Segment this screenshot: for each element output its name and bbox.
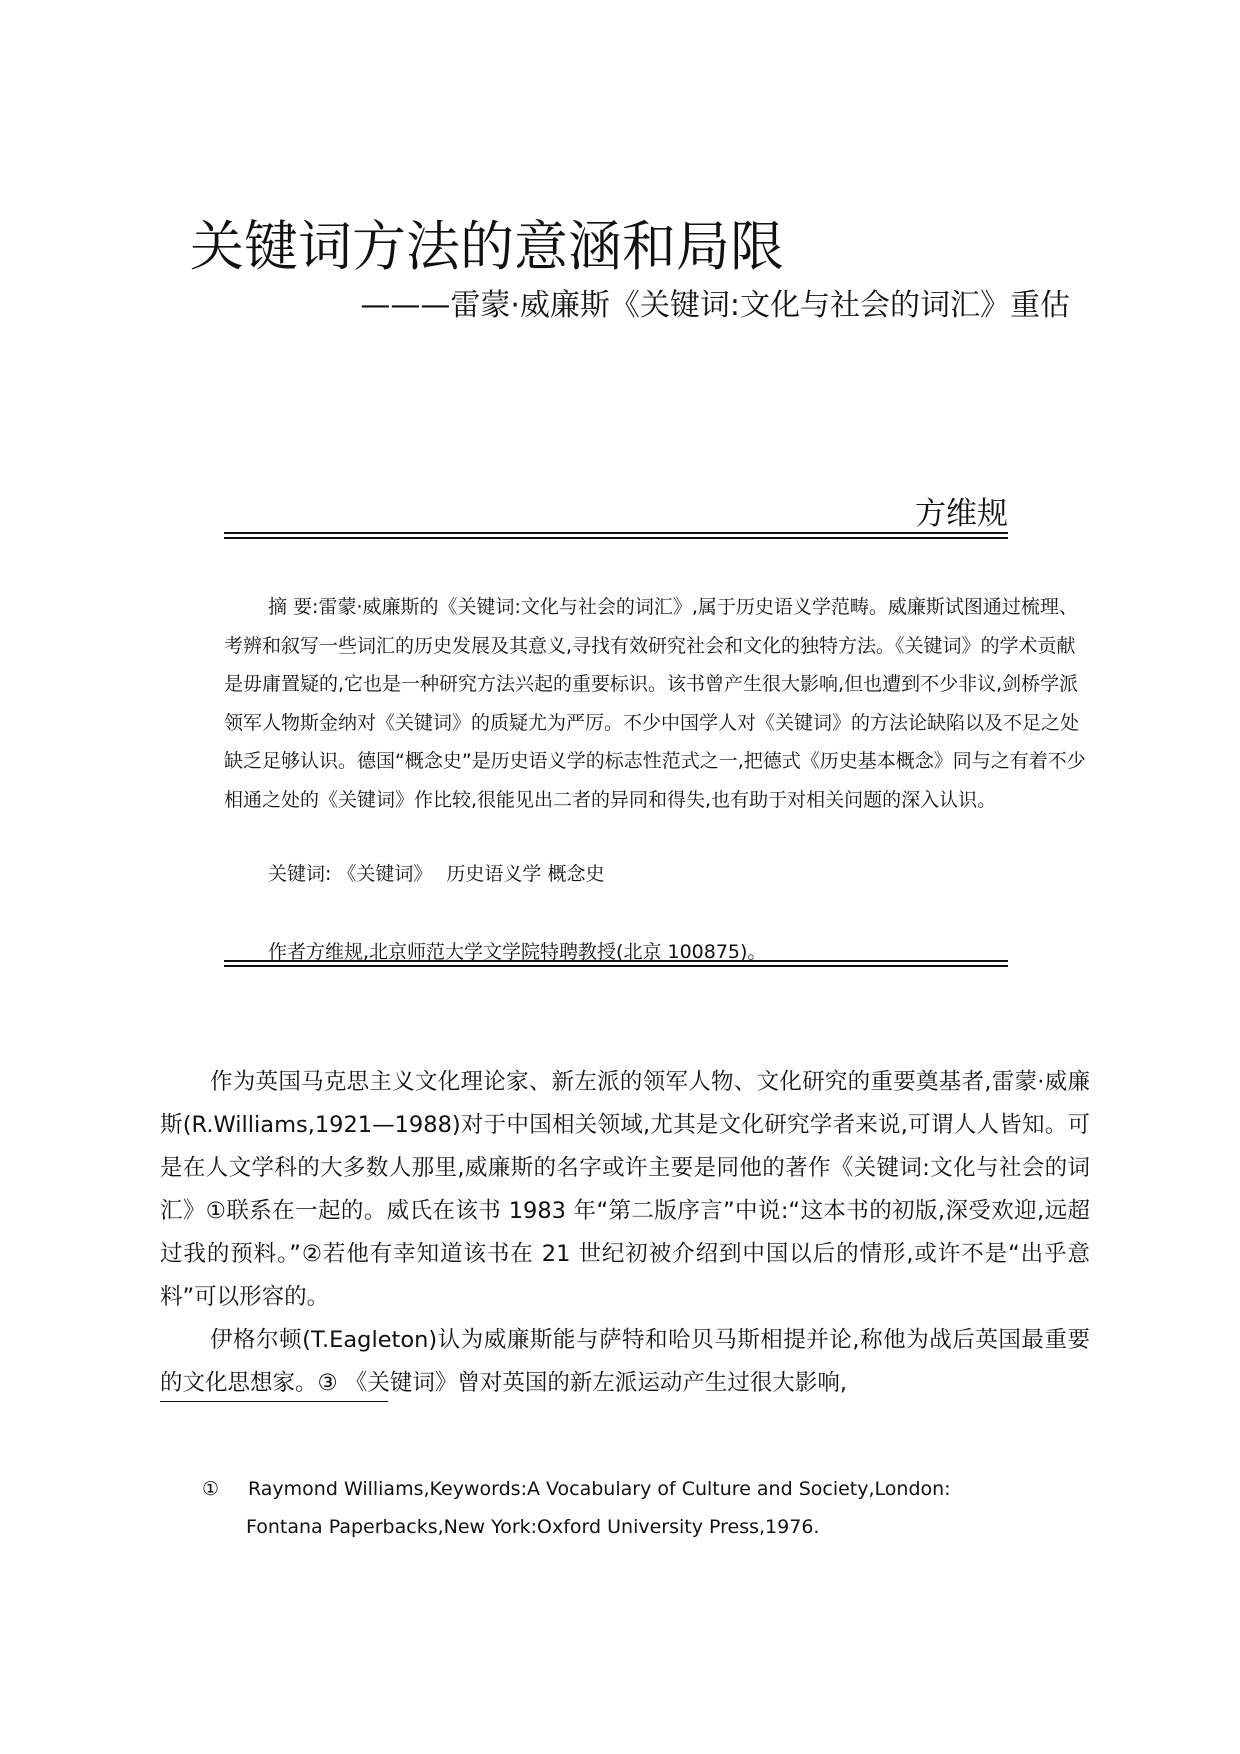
- abstract-label: 摘 要:: [268, 596, 319, 618]
- footnote-mark: ①: [202, 1478, 220, 1500]
- author-info: 作者方维规,北京师范大学文学院特聘教授(北京 100875)。: [268, 941, 767, 963]
- article-subtitle: ———雷蒙·威廉斯《关键词:文化与社会的词汇》重估: [360, 288, 1070, 323]
- article-title: 关键词方法的意涵和局限: [190, 215, 784, 278]
- keywords-line: [268, 860, 604, 888]
- keyword-item: 概念史: [547, 863, 605, 885]
- header-divider: [224, 532, 1008, 539]
- footnote-divider: [160, 1401, 388, 1402]
- abstract-block: [224, 588, 1094, 819]
- body-paragraph: 作为英国马克思主义文化理论家、新左派的领军人物、文化研究的重要奠基者,雷蒙·威廉斯(R.Williams,1921—1988)对于中国相关领域,尤其是文化研究学者来说,可谓人人皆知。可是在人文学科的大多数人那里,威廉斯的名字或许主要是同他的著作《关键词:文化与社会的词汇》①联系在一起的。威氏在该书 1983 年“第二版序言”中说:“这本书的初版,深受欢迎,远超过我的预料。”②若他有幸知道该书在 21 世纪初被介绍到中国以后的情形,或许不是“出乎意料”可以形容的。: [160, 1069, 1090, 1310]
- footnote: [202, 1470, 1002, 1546]
- keywords-label: 关键词:: [268, 863, 332, 885]
- body-paragraph: 伊格尔顿(T.Eagleton)认为威廉斯能与萨特和哈贝马斯相提并论,称他为战后英国最重要的文化思想家。③ 《关键词》曾对英国的新左派运动产生过很大影响,: [160, 1327, 1090, 1396]
- body-text: [160, 1061, 1090, 1405]
- keyword-item: 历史语义学: [446, 863, 542, 885]
- footnote-line1: Raymond Williams,Keywords:A Vocabulary of Culture and Society,London:: [248, 1478, 951, 1500]
- footnote-line2: Fontana Paperbacks,New York:Oxford University Press,1976.: [246, 1516, 820, 1538]
- author-name: 方维规: [915, 496, 1008, 532]
- abstract-divider: [224, 960, 1008, 967]
- abstract-text: 雷蒙·威廉斯的《关键词:文化与社会的词汇》,属于历史语义学范畴。威廉斯试图通过梳理、考辨和叙写一些词汇的历史发展及其意义,寻找有效研究社会和文化的独特方法。《关键词》的学术贡献是毋庸置疑的,它也是一种研究方法兴起的重要标识。该书曾产生很大影响,但也遭到不少非议,剑桥学派领军人物斯金纳对《关键词》的质疑尤为严厉。不少中国学人对《关键词》的方法论缺陷以及不足之处缺乏足够认识。德国“概念史”是历史语义学的标志性范式之一,把德式《历史基本概念》同与之有着不少相通之处的《关键词》作比较,很能见出二者的异同和得失,也有助于对相关问题的深入认识。: [224, 596, 1086, 811]
- keyword-item: 《关键词》: [337, 863, 433, 885]
